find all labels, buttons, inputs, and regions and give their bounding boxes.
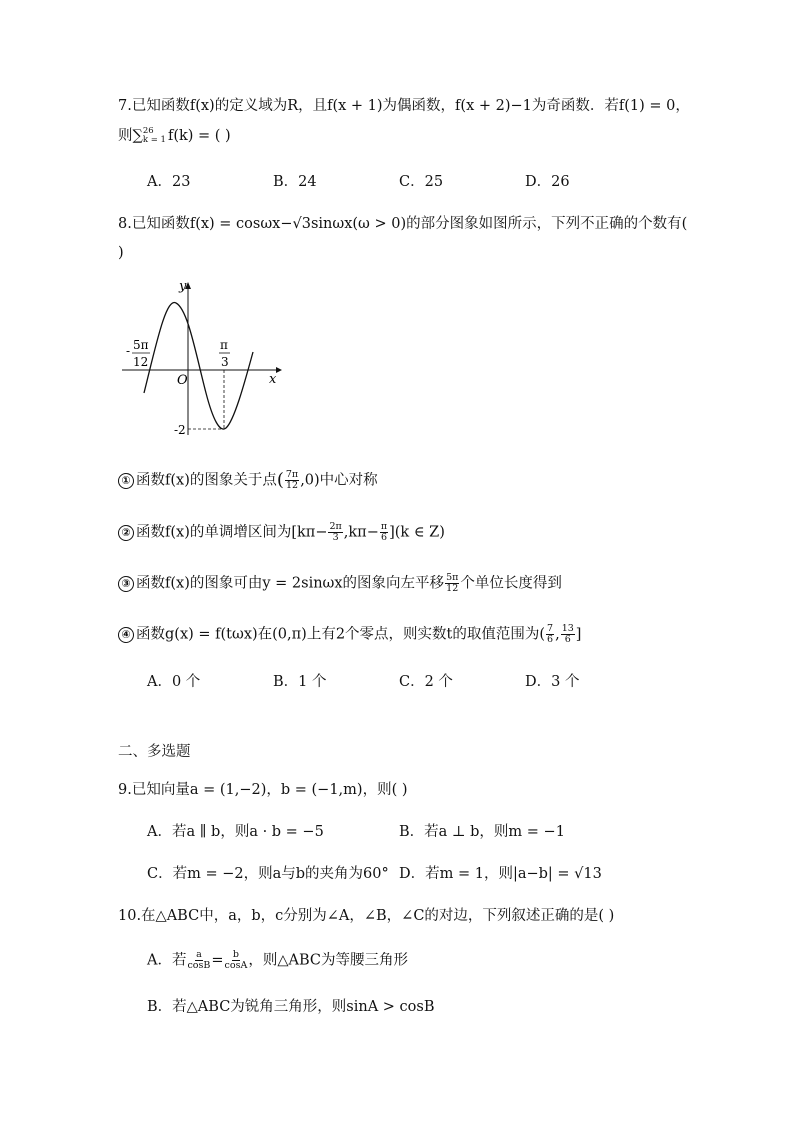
min-label: -2 (174, 423, 186, 437)
q8-statement-3: ③ 函数f(x)的图象可由y = 2sinωx的图象向左平移 $\frac{5\pi}{12}$ 个单位长度得到 (118, 573, 562, 594)
origin-label: O (177, 373, 188, 388)
q8-statement-4: ④ 函数g(x) = f(tωx)在(0,π)上有2个零点，则实数t的取值范围为( $\frac{7}{6}$ , $\frac{13}{6}$ ] (118, 624, 581, 645)
q9-option-b: B．若a ⊥ b，则m = −1 (399, 824, 565, 840)
q7-sum-rest: f(k) = ( ) (167, 128, 231, 144)
q7-option-a: A．23 (147, 174, 191, 190)
q9-option-d: D．若m = 1，则|a−b| = √13 (399, 866, 602, 882)
left-tick-num: 5π (133, 338, 149, 352)
x-axis-label: x (269, 372, 277, 387)
q9-stem: 9.已知向量a = (1,−2)，b = (−1,m)，则( ) (118, 782, 408, 798)
circle-1: ① (118, 473, 134, 489)
left-tick-den: 12 (133, 355, 149, 369)
q8-option-a: A．0 个 (147, 674, 201, 690)
q8-line2: ) (118, 245, 124, 261)
left-tick-sign: - (126, 344, 131, 358)
q7-line2 (118, 126, 231, 146)
q7-option-b: B．24 (273, 174, 317, 190)
q8-option-d: D．3 个 (525, 674, 580, 690)
x-axis-arrow (276, 367, 282, 373)
q8-statement-2: ② 函数f(x)的单调增区间为[kπ− $\frac{2\pi}{3}$ ,kπ− $\frac{\pi}{6}$ ](k ∈ Z) (118, 522, 445, 543)
q9-option-a: A．若a ∥ b，则a · b = −5 (147, 824, 324, 840)
q8-line1: 8.已知函数f(x) = cosωx−√3sinωx(ω > 0)的部分图象如图所示，下列不正确的个数有( (118, 216, 688, 232)
circle-4: ④ (118, 627, 134, 643)
y-axis-label: y (179, 279, 187, 294)
q9-option-c: C．若m = −2，则a与b的夹角为60° (147, 866, 389, 882)
sine-curve (144, 302, 253, 429)
q7-option-c: C．25 (399, 174, 444, 190)
q7-option-d: D．26 (525, 174, 570, 190)
q10-stem: 10.在△ABC中，a，b，c分别为∠A，∠B，∠C的对边，下列叙述正确的是( ) (118, 908, 615, 924)
q7-line1: 7.已知函数f(x)的定义域为R，且f(x + 1)为偶函数，f(x + 2)−1为奇函数．若f(1) = 0， (118, 98, 690, 114)
q7-sum-lower: k = 1 (142, 135, 166, 145)
q10-option-a: A．若 $\frac{a}{\cos B}$ = $\frac{b}{\cos A}$ ，则△ABC为等腰三角形 (147, 949, 408, 971)
circle-3: ③ (118, 576, 134, 592)
right-tick-num: π (220, 338, 228, 352)
section-title: 二、多选题 (118, 744, 191, 760)
right-tick-den: 3 (221, 355, 229, 369)
q8-graph (118, 275, 288, 445)
q8-statement-1: ① 函数f(x)的图象关于点( $\frac{7\pi}{12}$ ,0)中心对称 (118, 470, 378, 491)
q10-option-b: B．若△ABC为锐角三角形，则sinA > cosB (147, 999, 435, 1015)
circle-2: ② (118, 525, 134, 541)
q7-sum-symbol: 则∑ (118, 128, 143, 144)
q7-sum-upper: 26 (142, 126, 154, 136)
s1-fraction: $\frac{7\pi}{12}$ (285, 469, 299, 491)
q8-option-b: B．1 个 (273, 674, 327, 690)
q8-option-c: C．2 个 (399, 674, 453, 690)
